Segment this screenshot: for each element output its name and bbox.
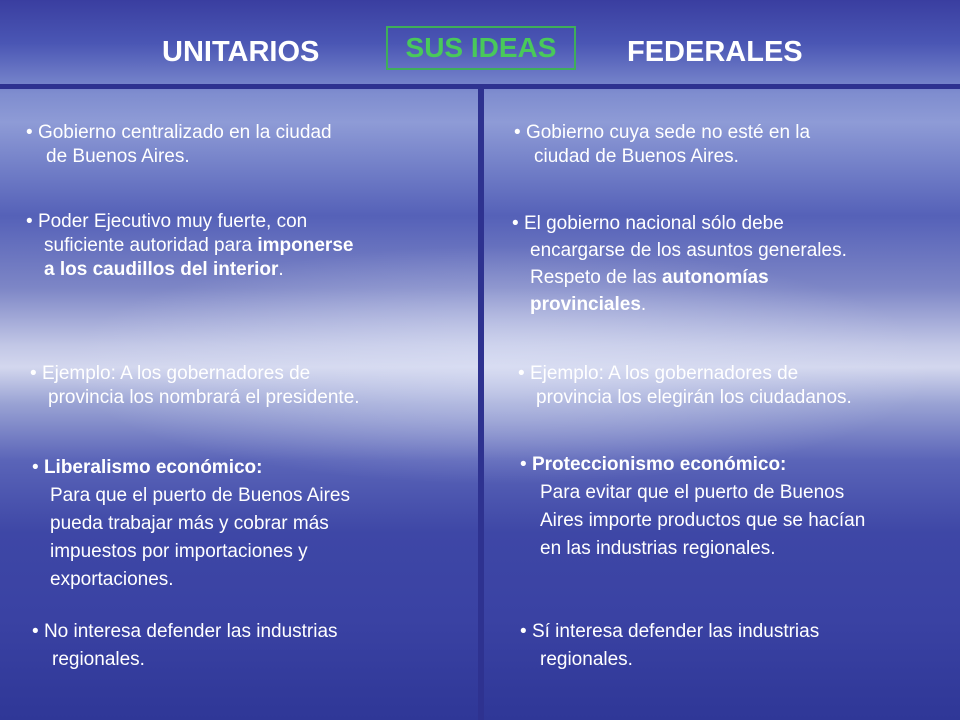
idea-text: regionales. bbox=[540, 649, 633, 670]
idea-text: Ejemplo: A los gobernadores de bbox=[41, 363, 311, 384]
federales-idea-4 bbox=[520, 451, 865, 563]
bullet: • bbox=[518, 363, 525, 384]
idea-text: exportaciones. bbox=[50, 569, 174, 590]
bullet: • bbox=[26, 122, 33, 143]
idea-emphasis: imponerse bbox=[257, 235, 354, 256]
idea-text: de Buenos Aires. bbox=[46, 146, 190, 167]
bullet: • bbox=[514, 122, 521, 143]
idea-text: Para que el puerto de Buenos Aires bbox=[50, 485, 350, 506]
unitarios-idea-3 bbox=[30, 362, 360, 410]
idea-emphasis: autonomías bbox=[662, 267, 769, 288]
idea-text: en las industrias regionales. bbox=[540, 538, 776, 559]
idea-text: encargarse de los asuntos generales. bbox=[530, 240, 847, 261]
idea-emphasis: provinciales bbox=[530, 294, 641, 315]
idea-text: Respeto de las bbox=[530, 267, 663, 288]
idea-text: Ejemplo: A los gobernadores de bbox=[529, 363, 799, 384]
idea-text: provincia los nombrará el presidente. bbox=[48, 387, 360, 408]
bullet: • bbox=[30, 363, 37, 384]
idea-emphasis: a los caudillos del interior bbox=[44, 259, 279, 280]
idea-text: Sí interesa defender las industrias bbox=[531, 621, 820, 642]
idea-text: . bbox=[278, 259, 284, 280]
idea-text: No interesa defender las industrias bbox=[43, 621, 338, 642]
idea-text: suficiente autoridad para bbox=[44, 235, 258, 256]
idea-text: Para evitar que el puerto de Buenos bbox=[540, 482, 845, 503]
idea-text: impuestos por importaciones y bbox=[50, 541, 308, 562]
unitarios-idea-1 bbox=[26, 121, 332, 169]
bullet: • bbox=[520, 454, 527, 475]
idea-text: regionales. bbox=[52, 649, 145, 670]
idea-text: ciudad de Buenos Aires. bbox=[534, 146, 739, 167]
federales-idea-5 bbox=[520, 618, 819, 674]
idea-emphasis: Proteccionismo económico: bbox=[531, 454, 787, 475]
unitarios-idea-2 bbox=[26, 210, 353, 282]
idea-text: provincia los elegirán los ciudadanos. bbox=[536, 387, 852, 408]
bullet: • bbox=[32, 621, 39, 642]
idea-text: Poder Ejecutivo muy fuerte, con bbox=[37, 211, 308, 232]
idea-emphasis: Liberalismo económico: bbox=[43, 457, 263, 478]
bullet: • bbox=[26, 211, 33, 232]
idea-text: El gobierno nacional sólo debe bbox=[523, 213, 784, 234]
unitarios-heading: UNITARIOS bbox=[162, 36, 320, 68]
idea-text: . bbox=[640, 294, 647, 315]
sus-ideas-title: SUS IDEAS bbox=[386, 26, 576, 70]
idea-text: Gobierno centralizado en la ciudad bbox=[37, 122, 332, 143]
federales-idea-3 bbox=[518, 362, 852, 410]
idea-text: Aires importe productos que se hacían bbox=[540, 510, 866, 531]
bullet: • bbox=[512, 213, 519, 234]
federales-idea-1 bbox=[514, 121, 810, 169]
unitarios-idea-5 bbox=[32, 618, 338, 674]
idea-text: pueda trabajar más y cobrar más bbox=[50, 513, 329, 534]
bullet: • bbox=[520, 621, 527, 642]
idea-text: Gobierno cuya sede no esté en la bbox=[525, 122, 811, 143]
column-divider bbox=[478, 89, 484, 720]
federales-idea-2 bbox=[512, 210, 847, 318]
bullet: • bbox=[32, 457, 39, 478]
unitarios-idea-4 bbox=[32, 454, 350, 594]
federales-heading: FEDERALES bbox=[627, 36, 803, 68]
